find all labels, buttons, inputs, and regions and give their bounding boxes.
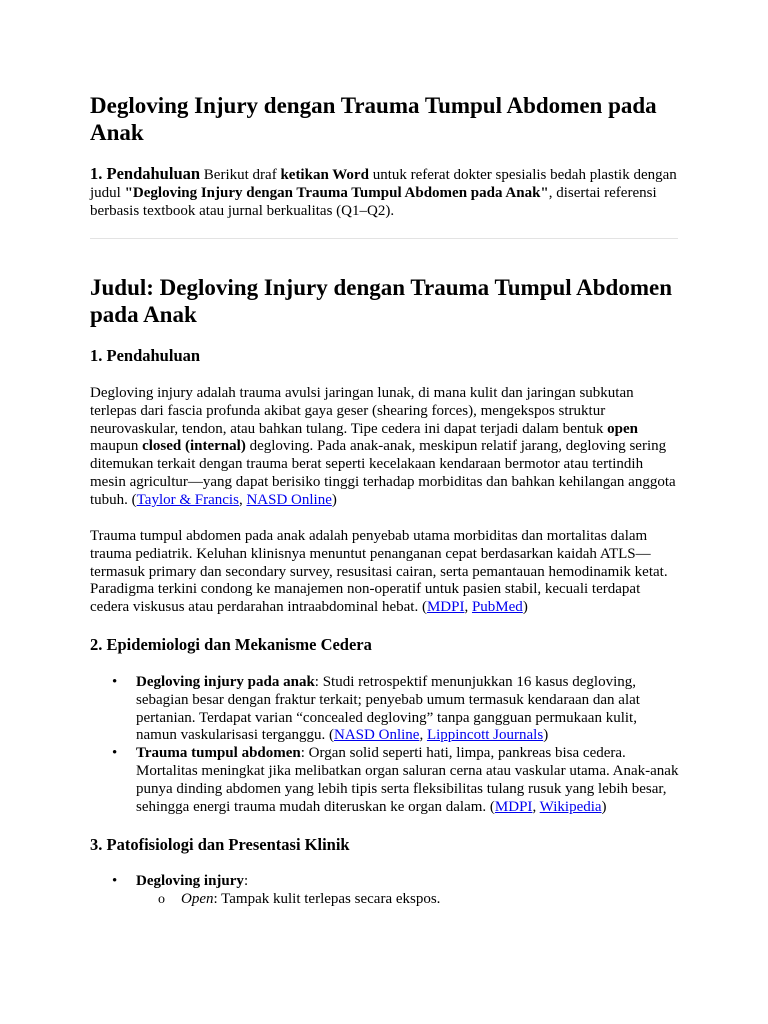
para-bold: open <box>607 420 638 437</box>
para-bold: closed (internal) <box>142 438 246 455</box>
main-title: Judul: Degloving Injury dengan Trauma Tumpul Abdomen pada Anak <box>90 275 672 327</box>
reference-link-pubmed[interactable]: PubMed <box>471 599 523 616</box>
list-item-text: , <box>419 727 427 744</box>
list-item-bold: Degloving injury <box>136 873 244 889</box>
list-item-text: : Studi retrospektif menunjukkan 16 kasus degloving, sebagian besar dengan fraktur terkait; penyebab umum termasuk kendaraan dan alat pertanian. Terdapat varian “concealed degloving” tanpa gangguan permukaan kulit, namun vaskularisasi terganggu. ( <box>136 674 640 744</box>
bullet-icon: • <box>112 873 118 889</box>
para-text: maupun <box>90 438 143 455</box>
section-3-heading: 3. Patofisiologi dan Presentasi Klinik <box>90 835 350 854</box>
list-item-text: : Organ solid seperti hati, limpa, pankreas bisa cedera. Mortalitas meningkat jika melibatkan organ saluran cerna atau vaskular utama. Anak-anak punya dinding abdomen yang lebih tipis serta fleksibilitas tulang rusuk yang lebih besar, sehingga energi trauma mudah diteruskan ke organ dalam. ( <box>136 745 679 815</box>
circle-bullet-icon: o <box>158 891 165 907</box>
reference-link-nasd-online[interactable]: NASD Online <box>246 491 332 508</box>
intro-text-2: untuk referat dokter spesialis bedah plastik dengan judul <box>90 167 677 201</box>
list-item-text: ) <box>543 727 549 744</box>
reference-link-lippincott[interactable]: Lippincott Journals <box>426 727 544 744</box>
section-3-list <box>90 873 680 909</box>
list-item <box>90 674 680 745</box>
para-text: Trauma tumpul abdomen pada anak adalah penyebab utama morbiditas dan mortalitas dalam trauma pediatrik. Keluhan klinisnya menuntut penanganan cepat berdasarkan kaidah ATLS—termasuk primary dan secondary survey, resusitasi cairan, serta pemantauan hemodinamik ketat. Paradigma terkini condong ke manajemen non-operatif untuk pasien stabil, kecuali terdapat cedera viskusus atau perdarahan intraabdominal hebat. ( <box>90 528 668 616</box>
sub-list-item <box>136 891 680 909</box>
intro-bold-1: ketikan Word <box>280 167 369 183</box>
sub-list <box>136 891 680 909</box>
list-item-text: ) <box>601 798 607 815</box>
para-text: , <box>464 599 472 616</box>
para-text: , <box>238 491 247 508</box>
reference-link-taylor-francis[interactable]: Taylor & Francis <box>136 491 239 508</box>
list-item-text: , <box>532 798 540 815</box>
bullet-icon: • <box>112 745 118 762</box>
para-text: ) <box>331 491 337 508</box>
bullet-icon: • <box>112 674 118 690</box>
sub-list-item-italic: Open <box>181 890 214 907</box>
list-item <box>90 873 680 909</box>
reference-link-mdpi[interactable]: MDPI <box>426 599 465 616</box>
intro-text-1: Berikut draf <box>200 167 281 183</box>
list-item-bold: Degloving injury pada anak <box>136 674 315 690</box>
intro-bold-2: "Degloving Injury dengan Trauma Tumpul Abdomen pada Anak" <box>124 185 549 201</box>
sub-list-item-text: : Tampak kulit terlepas secara ekspos. <box>213 890 441 907</box>
intro-text-3: , disertai referensi berbasis textbook atau jurnal berkualitas (Q1–Q2). <box>90 185 657 219</box>
intro-paragraph <box>90 165 680 220</box>
section-1-paragraph-1 <box>90 385 680 510</box>
list-item-text: : <box>243 873 249 889</box>
document-title: Degloving Injury dengan Trauma Tumpul Abdomen pada Anak <box>90 93 657 145</box>
para-text: ) <box>522 599 528 616</box>
reference-link-mdpi[interactable]: MDPI <box>494 798 533 815</box>
section-1-heading: 1. Pendahuluan <box>90 346 201 365</box>
list-item-bold: Trauma tumpul abdomen <box>136 745 301 762</box>
horizontal-rule <box>90 238 678 239</box>
para-text: degloving. Pada anak-anak, meskipun relatif jarang, degloving sering ditemukan terkait dengan trauma berat seperti kecelakaan kendaraan bermotor atau tertindih mesin agricultur—yang dapat berisiko tinggi terhadap morbiditas dan bahkan kehilangan anggota tubuh. ( <box>90 438 676 508</box>
reference-link-wikipedia[interactable]: Wikipedia <box>539 798 602 815</box>
section-2-heading: 2. Epidemiologi dan Mekanisme Cedera <box>90 635 372 654</box>
intro-lead: 1. Pendahuluan <box>90 164 201 183</box>
para-text: Degloving injury adalah trauma avulsi jaringan lunak, di mana kulit dan jaringan subkutan terlepas dari fascia profunda akibat gaya geser (shearing forces), mengekspos struktur neurovaskular, tendon, atau bahkan tulang. Tipe cedera ini dapat terjadi dalam bentuk <box>90 385 634 437</box>
section-2-list <box>90 674 680 816</box>
section-1-paragraph-2 <box>90 528 680 617</box>
reference-link-nasd-online[interactable]: NASD Online <box>334 727 420 744</box>
list-item <box>90 745 680 816</box>
